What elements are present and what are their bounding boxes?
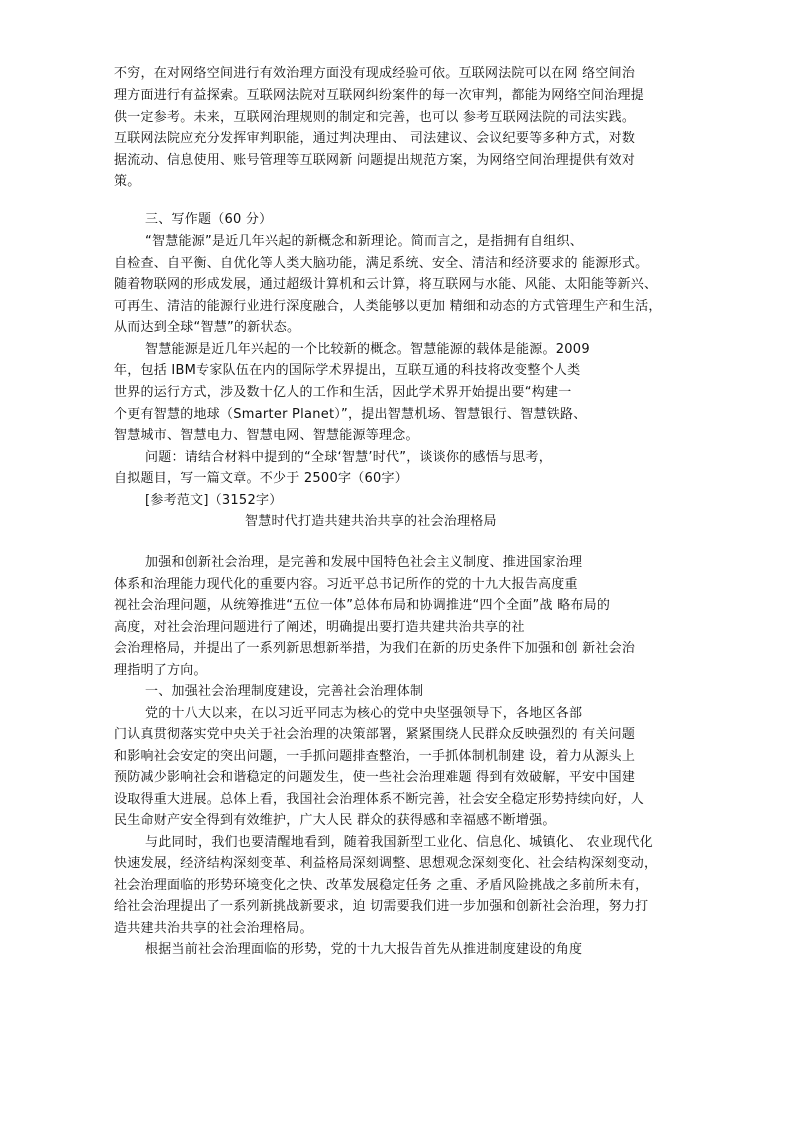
text-line: 预防减少影响社会和谐稳定的问题发生，使一些社会治理难题 得到有效破解，平安中国建 [114,770,636,785]
subsection-heading: 一、加强社会治理制度建设，完善社会治理体制 [145,684,424,699]
text-line: 快速发展，经济结构深刻变革、利益格局深刻调整、思想观念深刻变化、社会结构深刻变动， [114,856,658,871]
text-line: 造共建共治共享的社会治理格局。 [114,921,313,936]
text-line: 给社会治理提出了一系列新挑战新要求，迫 切需要我们进一步加强和创新社会治理，努力打 [114,899,649,914]
text-line: 智慧城市、智慧电力、智慧电网、智慧能源等理念。 [114,428,419,443]
text-line: 自拟题目，写一篇文章。不少于 2500字（60字） [114,471,409,486]
text-line: [参考范文]（3152字） [145,493,283,508]
text-line: 智慧能源是近几年兴起的一个比较新的概念。智慧能源的载体是能源。2009 [145,342,590,357]
text-line: 不穷，在对网络空间进行有效治理方面没有现成经验可依。互联网法院可以在网 络空间治 [114,66,636,81]
text-line: 根据当前社会治理面临的形势，党的十九大报告首先从推进制度建设的角度 [145,942,583,957]
text-line: 会治理格局，并提出了一系列新思想新举措，为我们在新的历史条件下加强和创 新社会治 [114,641,636,656]
text-line: 从而达到全球“智慧”的新状态。 [114,320,301,335]
text-line: 世界的运行方式，涉及数十亿人的工作和生活，因此学术界开始提出要“构建一 [114,385,572,400]
text-line: 民生命财产安全得到有效维护，广大人民 群众的获得感和幸福感不断增强。 [114,813,556,828]
text-line: 理指明了方向。 [114,663,207,678]
text-line: 互联网法院应充分发挥审判职能，通过判决理由、 司法建议、会议纪要等多种方式，对数 [114,131,636,146]
text-line: 设取得重大进展。总体上看，我国社会治理体系不断完善，社会安全稳定形势持续向好，人 [114,792,645,807]
text-line: 与此同时，我们也要清醒地看到，随着我国新型工业化、信息化、城镇化、 农业现代化 [145,835,653,850]
text-line: 理方面进行有益探索。互联网法院对互联网纠纷案件的每一次审判，都能为网络空间治理提 [114,88,645,103]
text-line: 自检查、自平衡、自优化等人类大脑功能，满足系统、安全、清洁和经济要求的 能源形式。 [114,256,649,271]
text-line: 个更有智慧的地球（Smarter Planet）”，提出智慧机场、智慧银行、智慧铁路、 [114,407,587,422]
text-line: 门认真贯彻落实党中央关于社会治理的决策部署，紧紧围绕人民群众反映强烈的 有关问题 [114,727,636,742]
text-line: 社会治理面临的形势环境变化之快、改革发展稳定任务 之重、矛盾风险挑战之多前所未有， [114,878,649,893]
text-line: 和影响社会安定的突出问题，一手抓问题排查整治，一手抓体制机制建 设，着力从源头上 [114,749,636,764]
text-line: 党的十八大以来，在以习近平同志为核心的党中央坚强领导下，各地区各部 [145,706,583,721]
text-line: 加强和创新社会治理，是完善和发展中国特色社会主义制度、推进国家治理 [145,555,583,570]
text-line: 可再生、清洁的能源行业进行深度融合，人类能够以更加 精细和动态的方式管理生产和生活， [114,299,662,314]
text-line: 据流动、信息使用、账号管理等互联网新 问题提出规范方案，为网络空间治理提供有效对 [114,153,636,168]
text-line: 年，包括 IBM专家队伍在内的国际学术界提出，互联互通的科技将改变整个人类 [114,363,581,378]
text-line: 策。 [114,174,141,189]
text-line: 问题：请结合材料中提到的“全球‘智慧’时代”，谈谈你的感悟与思考， [145,450,552,465]
text-line: 体系和治理能力现代化的重要内容。习近平总书记所作的党的十九大报告高度重 [114,577,578,592]
section-heading: 三、写作题（60 分） [145,212,273,227]
text-line: 随着物联网的形成发展，通过超级计算机和云计算，将互联网与水能、风能、太阳能等新兴、 [114,277,658,292]
text-line: “智慧能源”是近几年兴起的新概念和新理论。简而言之，是指拥有自组织、 [145,234,583,249]
text-line: 高度，对社会治理问题进行了阐述，明确提出要打造共建共治共享的社 [114,620,525,635]
text-line: 供一定参考。未来，互联网治理规则的制定和完善，也可以 参考互联网法院的司法实践。 [114,110,636,125]
text-line: 视社会治理问题，从统筹推进“五位一体”总体布局和协调推进“四个全面”战 略布局的 [114,598,611,613]
essay-title: 智慧时代打造共建共治共享的社会治理格局 [245,514,497,529]
